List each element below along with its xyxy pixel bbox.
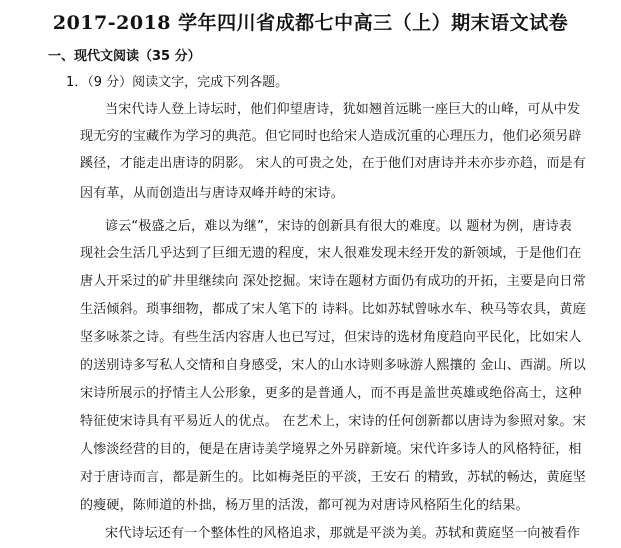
passage-line-9: 坚多咏茶之诗。有些生活内容唐人也已写过，但宋诗的选材角度趋向平民化，比如宋人	[80, 330, 582, 345]
document-title: 2017-2018 学年四川省成都七中高三（上）期末语文试卷	[52, 12, 569, 34]
passage-line-4: 因有革，从而创造出与唐诗双峰并峙的宋诗。	[80, 186, 345, 201]
passage-line-1: 当宋代诗人登上诗坛时，他们仰望唐诗，犹如翘首远眺一座巨大的山峰，可从中发	[105, 102, 581, 117]
passage-line-5: 谚云“极盛之后，难以为继”，宋诗的创新具有很大的难度。以 题材为例，唐诗表	[105, 219, 573, 234]
passage-line-13: 人惨淡经营的目的，便是在唐诗美学境界之外另辟新境。宋代许多诗人的风格特征，相	[80, 442, 582, 457]
passage-line-2: 现无穷的宝藏作为学习的典范。但它同时也给宋人造成沉重的心理压力，他们必须另辟	[80, 129, 582, 144]
passage-line-6: 现社会生活几乎达到了巨细无遗的程度，宋人很难发现未经开发的新领域，于是他们在	[80, 246, 582, 261]
passage-line-3: 蹊径，才能走出唐诗的阴影。 宋人的可贵之处，在于他们对唐诗并未亦步亦趋，而是有	[80, 156, 586, 171]
passage-line-14: 对于唐诗而言，都是新生的。比如梅尧臣的平淡，王安石 的精致，苏轼的畅达，黄庭坚	[80, 470, 586, 485]
passage-line-15: 的瘦硬，陈师道的朴拙，杨万里的活泼，都可视为对唐诗风格陌生化的结果。	[80, 498, 529, 513]
passage-line-11: 宋诗所展示的抒情主人公形象，更多的是普通人，而不再是盖世英雄或绝俗高士，这种	[80, 386, 582, 401]
passage-line-7: 唐人开采过的矿井里继续向 深处挖掘。宋诗在题材方面仍有成功的开拓，主要是向日常	[80, 274, 586, 289]
section-heading: 一、现代文阅读（35 分）	[48, 49, 201, 64]
passage-line-8: 生活倾斜。琐事细物，都成了宋人笔下的 诗料。比如苏轼曾咏水车、秧马等农具，黄庭	[80, 302, 586, 317]
question-header: 1．（9 分）阅读文字，完成下列各题。	[66, 75, 289, 90]
passage-line-10: 的送别诗多写私人交情和自身感受，宋人的山水诗则多咏游人熙攘的 金山、西湖。所以	[80, 358, 586, 373]
passage-line-12: 特征使宋诗具有平易近人的优点。 在艺术上，宋诗的任何创新都以唐诗为参照对象。宋	[80, 414, 586, 429]
passage-line-16: 宋代诗坛还有一个整体性的风格追求，那就是平淡为美。苏轼和黄庭坚一向被看作	[105, 526, 581, 541]
